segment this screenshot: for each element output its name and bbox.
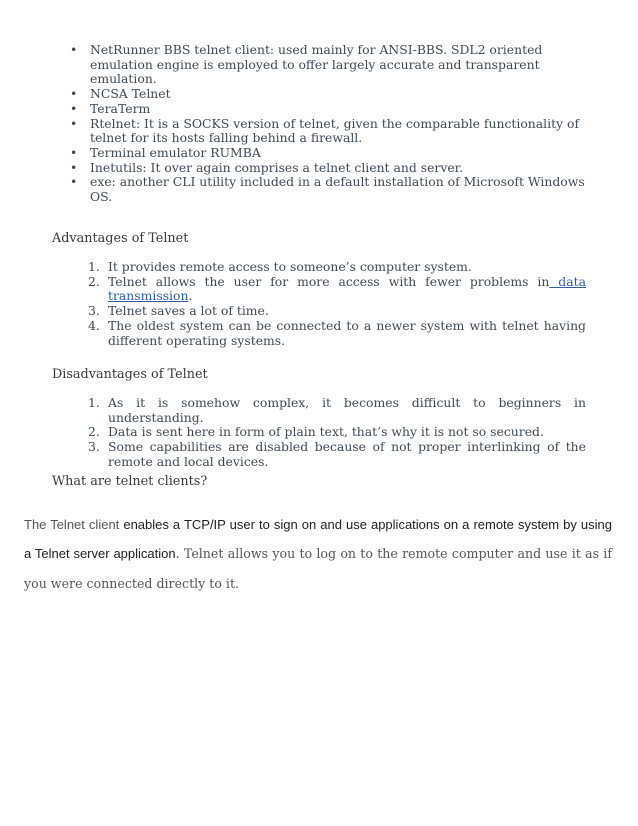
list-item-number: 4. xyxy=(88,317,100,333)
list-item-text: TeraTerm xyxy=(90,100,151,116)
list-item-number: 2. xyxy=(88,424,100,440)
paragraph-lead: The Telnet client xyxy=(24,517,120,532)
disadvantages-list xyxy=(88,396,586,470)
list-item xyxy=(88,260,586,275)
list-item-text: Rtelnet: It is a SOCKS version of telnet, given the comparable functionality of telnet for its hosts falling behind a firewall. xyxy=(90,115,580,146)
list-item-number: 3. xyxy=(88,439,100,455)
list-item-text: exe: another CLI utility included in a default installation of Microsoft Windows OS. xyxy=(90,174,585,205)
list-item-text: Telnet saves a lot of time. xyxy=(108,303,269,319)
list-item xyxy=(70,161,590,176)
list-item-text: NCSA Telnet xyxy=(90,86,171,102)
list-item xyxy=(88,304,586,319)
list-item xyxy=(70,175,590,204)
list-item-text: The oldest system can be connected to a newer system with telnet having different operating systems. xyxy=(108,317,586,348)
list-item-text: As it is somehow complex, it becomes difficult to beginners in understanding. xyxy=(108,395,586,425)
list-item xyxy=(70,117,590,146)
list-item-number: 1. xyxy=(88,395,100,410)
list-item-text: NetRunner BBS telnet client: used mainly for ANSI-BBS. SDL2 oriented emulation engine is employed to offer largely accurate and transparent emulation. xyxy=(90,42,543,87)
list-item xyxy=(88,396,586,425)
list-item-text: Some capabilities are disabled because of not proper interlinking of the remote and local devices. xyxy=(108,439,586,469)
list-item xyxy=(70,43,590,87)
telnet-clients-list xyxy=(70,43,590,205)
data-transmission-link[interactable]: data transmission xyxy=(108,273,586,304)
advantages-heading: Advantages of Telnet xyxy=(52,231,189,246)
list-item-number: 2. xyxy=(88,273,100,289)
paragraph-tail: . Telnet allows you to log on to the remote computer and use it as if you were connected directly to it. xyxy=(24,546,613,591)
list-item xyxy=(88,275,586,304)
list-item-text: Inetutils: It over again comprises a telnet client and server. xyxy=(90,159,464,175)
paragraph-emphasis: enables a TCP/IP user to sign on and use applications on a remote system by using a Telnet server application xyxy=(24,517,613,562)
list-item-text: It provides remote access to someone’s computer system. xyxy=(108,259,472,274)
list-item xyxy=(88,425,586,440)
list-item-text: Terminal emulator RUMBA xyxy=(90,144,261,160)
disadvantages-heading: Disadvantages of Telnet xyxy=(52,367,208,382)
list-item xyxy=(88,440,586,469)
list-item-text: Data is sent here in form of plain text, that’s why it is not so secured. xyxy=(108,424,544,440)
list-item-text: Telnet allows the user for more access with fewer problems in xyxy=(108,273,550,289)
list-item xyxy=(70,102,590,117)
advantages-list xyxy=(88,260,586,348)
list-item-number: 3. xyxy=(88,303,100,319)
list-item-text-end: . xyxy=(188,288,193,304)
telnet-clients-heading: What are telnet clients? xyxy=(52,474,208,489)
list-item-number: 1. xyxy=(88,259,100,274)
list-item xyxy=(88,319,586,348)
list-item xyxy=(70,146,590,161)
list-item xyxy=(70,87,590,102)
telnet-clients-paragraph xyxy=(24,510,612,598)
